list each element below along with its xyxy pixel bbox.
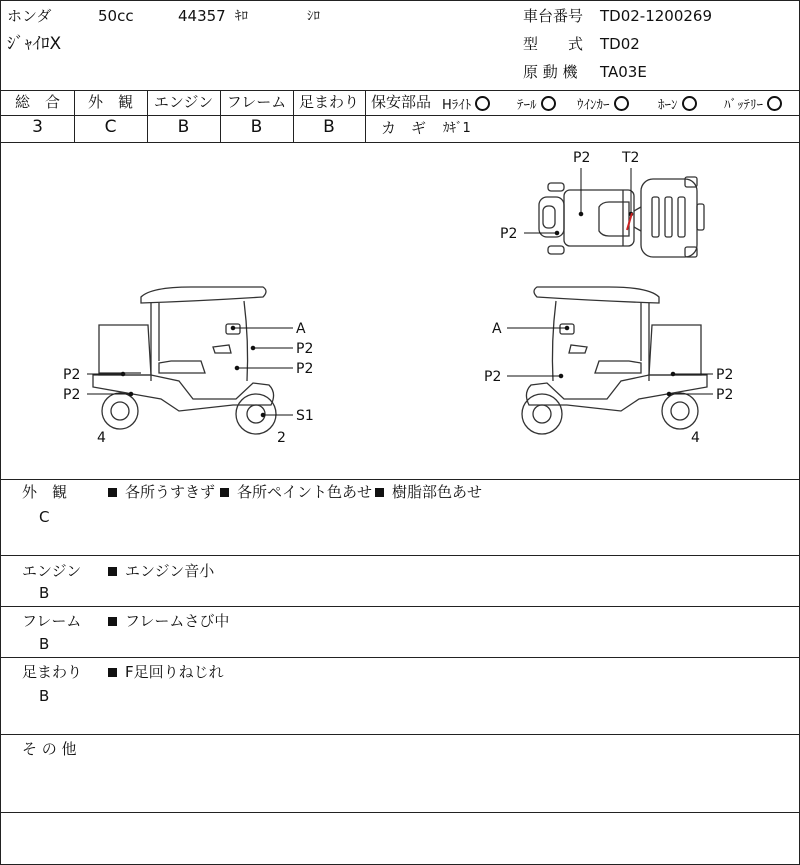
section-note: 樹脂部色あせ xyxy=(375,485,482,500)
label-left-2: 2 xyxy=(277,430,286,446)
maker: ホンダ xyxy=(7,7,52,25)
section-label-exterior: 外 観 xyxy=(22,483,68,501)
vehicle-left-view xyxy=(93,287,276,434)
label-left-4: 4 xyxy=(97,430,106,446)
label-left-p2-3: P2 xyxy=(63,367,81,383)
section-label-other: そ の 他 xyxy=(22,740,77,758)
bullet-square-icon xyxy=(220,488,229,497)
grade-value-engine: B xyxy=(177,117,190,137)
grade-label-overall: 総 合 xyxy=(14,93,60,111)
ok-circle-icon xyxy=(614,96,629,111)
safety-item-horn: ﾎｰﾝ xyxy=(658,96,697,112)
section-grade-suspension: B xyxy=(39,687,50,705)
label-top-p2-b: P2 xyxy=(500,226,518,242)
section-grade-exterior: C xyxy=(39,508,50,526)
section-label-frame: フレーム xyxy=(22,612,82,630)
section-note: 各所うすきず xyxy=(108,485,215,500)
vehicle-right-view xyxy=(522,287,707,434)
grade-label-suspension: 足まわり xyxy=(298,93,359,111)
label-left-s1: S1 xyxy=(296,408,314,424)
type-label: 型 式 xyxy=(523,35,584,53)
label-top-t2: T2 xyxy=(622,150,640,166)
damage-diagram xyxy=(1,143,799,479)
section-note: エンジン音小 xyxy=(108,564,214,579)
frame-no: TD02-1200269 xyxy=(600,7,713,25)
section-note: F足回りねじれ xyxy=(108,665,224,680)
grade-value-overall: 3 xyxy=(32,117,43,137)
label-right-a: A xyxy=(492,321,502,337)
bullet-square-icon xyxy=(108,488,117,497)
bullet-square-icon xyxy=(108,567,117,576)
grade-value-exterior: C xyxy=(104,117,117,137)
safety-item-tail: ﾃｰﾙ xyxy=(517,96,556,112)
type-value: TD02 xyxy=(600,35,640,53)
grade-value-suspension: B xyxy=(323,117,335,137)
grade-value-frame: B xyxy=(250,117,263,137)
grade-label-frame: フレーム xyxy=(226,93,287,111)
section-grade-frame: B xyxy=(39,635,50,653)
key-label: カ ギ xyxy=(381,119,427,137)
label-left-p2-2: P2 xyxy=(296,361,314,377)
grade-label-engine: エンジン xyxy=(153,93,214,111)
mileage: 44357 xyxy=(178,7,226,25)
vehicle-top-view xyxy=(539,177,704,257)
section-note: フレームさび中 xyxy=(108,614,229,629)
label-left-a: A xyxy=(296,321,306,337)
ok-circle-icon xyxy=(475,96,490,111)
label-right-p2-2: P2 xyxy=(716,367,734,383)
displacement: 50cc xyxy=(98,7,134,25)
bullet-square-icon xyxy=(375,488,384,497)
key-value: ｶｷﾞ1 xyxy=(443,121,471,136)
ok-circle-icon xyxy=(767,96,782,111)
label-left-p2-1: P2 xyxy=(296,341,314,357)
divider xyxy=(1,90,799,91)
label-top-p2: P2 xyxy=(573,150,591,166)
ok-circle-icon xyxy=(682,96,697,111)
grade-label-exterior: 外 観 xyxy=(87,93,133,111)
safety-item-winker: ｳｲﾝｶｰ xyxy=(577,96,629,112)
safety-label: 保安部品 xyxy=(371,93,432,111)
safety-item-headlight: Hﾗｲﾄ xyxy=(442,96,490,112)
bullet-square-icon xyxy=(108,617,117,626)
section-grade-engine: B xyxy=(39,584,50,602)
section-label-engine: エンジン xyxy=(22,562,82,580)
engine-value: TA03E xyxy=(600,63,647,81)
model-name: ｼﾞｬｲﾛX xyxy=(7,34,62,54)
label-right-p2-1: P2 xyxy=(484,369,502,385)
section-label-suspension: 足まわり xyxy=(22,663,83,681)
color: ｼﾛ xyxy=(307,9,320,24)
section-note: 各所ペイント色あせ xyxy=(220,485,372,500)
engine-label: 原 動 機 xyxy=(523,63,578,81)
bullet-square-icon xyxy=(108,668,117,677)
label-left-p2-4: P2 xyxy=(63,387,81,403)
label-right-4: 4 xyxy=(691,430,700,446)
label-right-p2-3: P2 xyxy=(716,387,734,403)
mileage-unit: ｷﾛ xyxy=(235,9,248,24)
frame-no-label: 車台番号 xyxy=(523,7,584,25)
safety-item-battery: ﾊﾞｯﾃﾘｰ xyxy=(724,96,782,112)
ok-circle-icon xyxy=(541,96,556,111)
